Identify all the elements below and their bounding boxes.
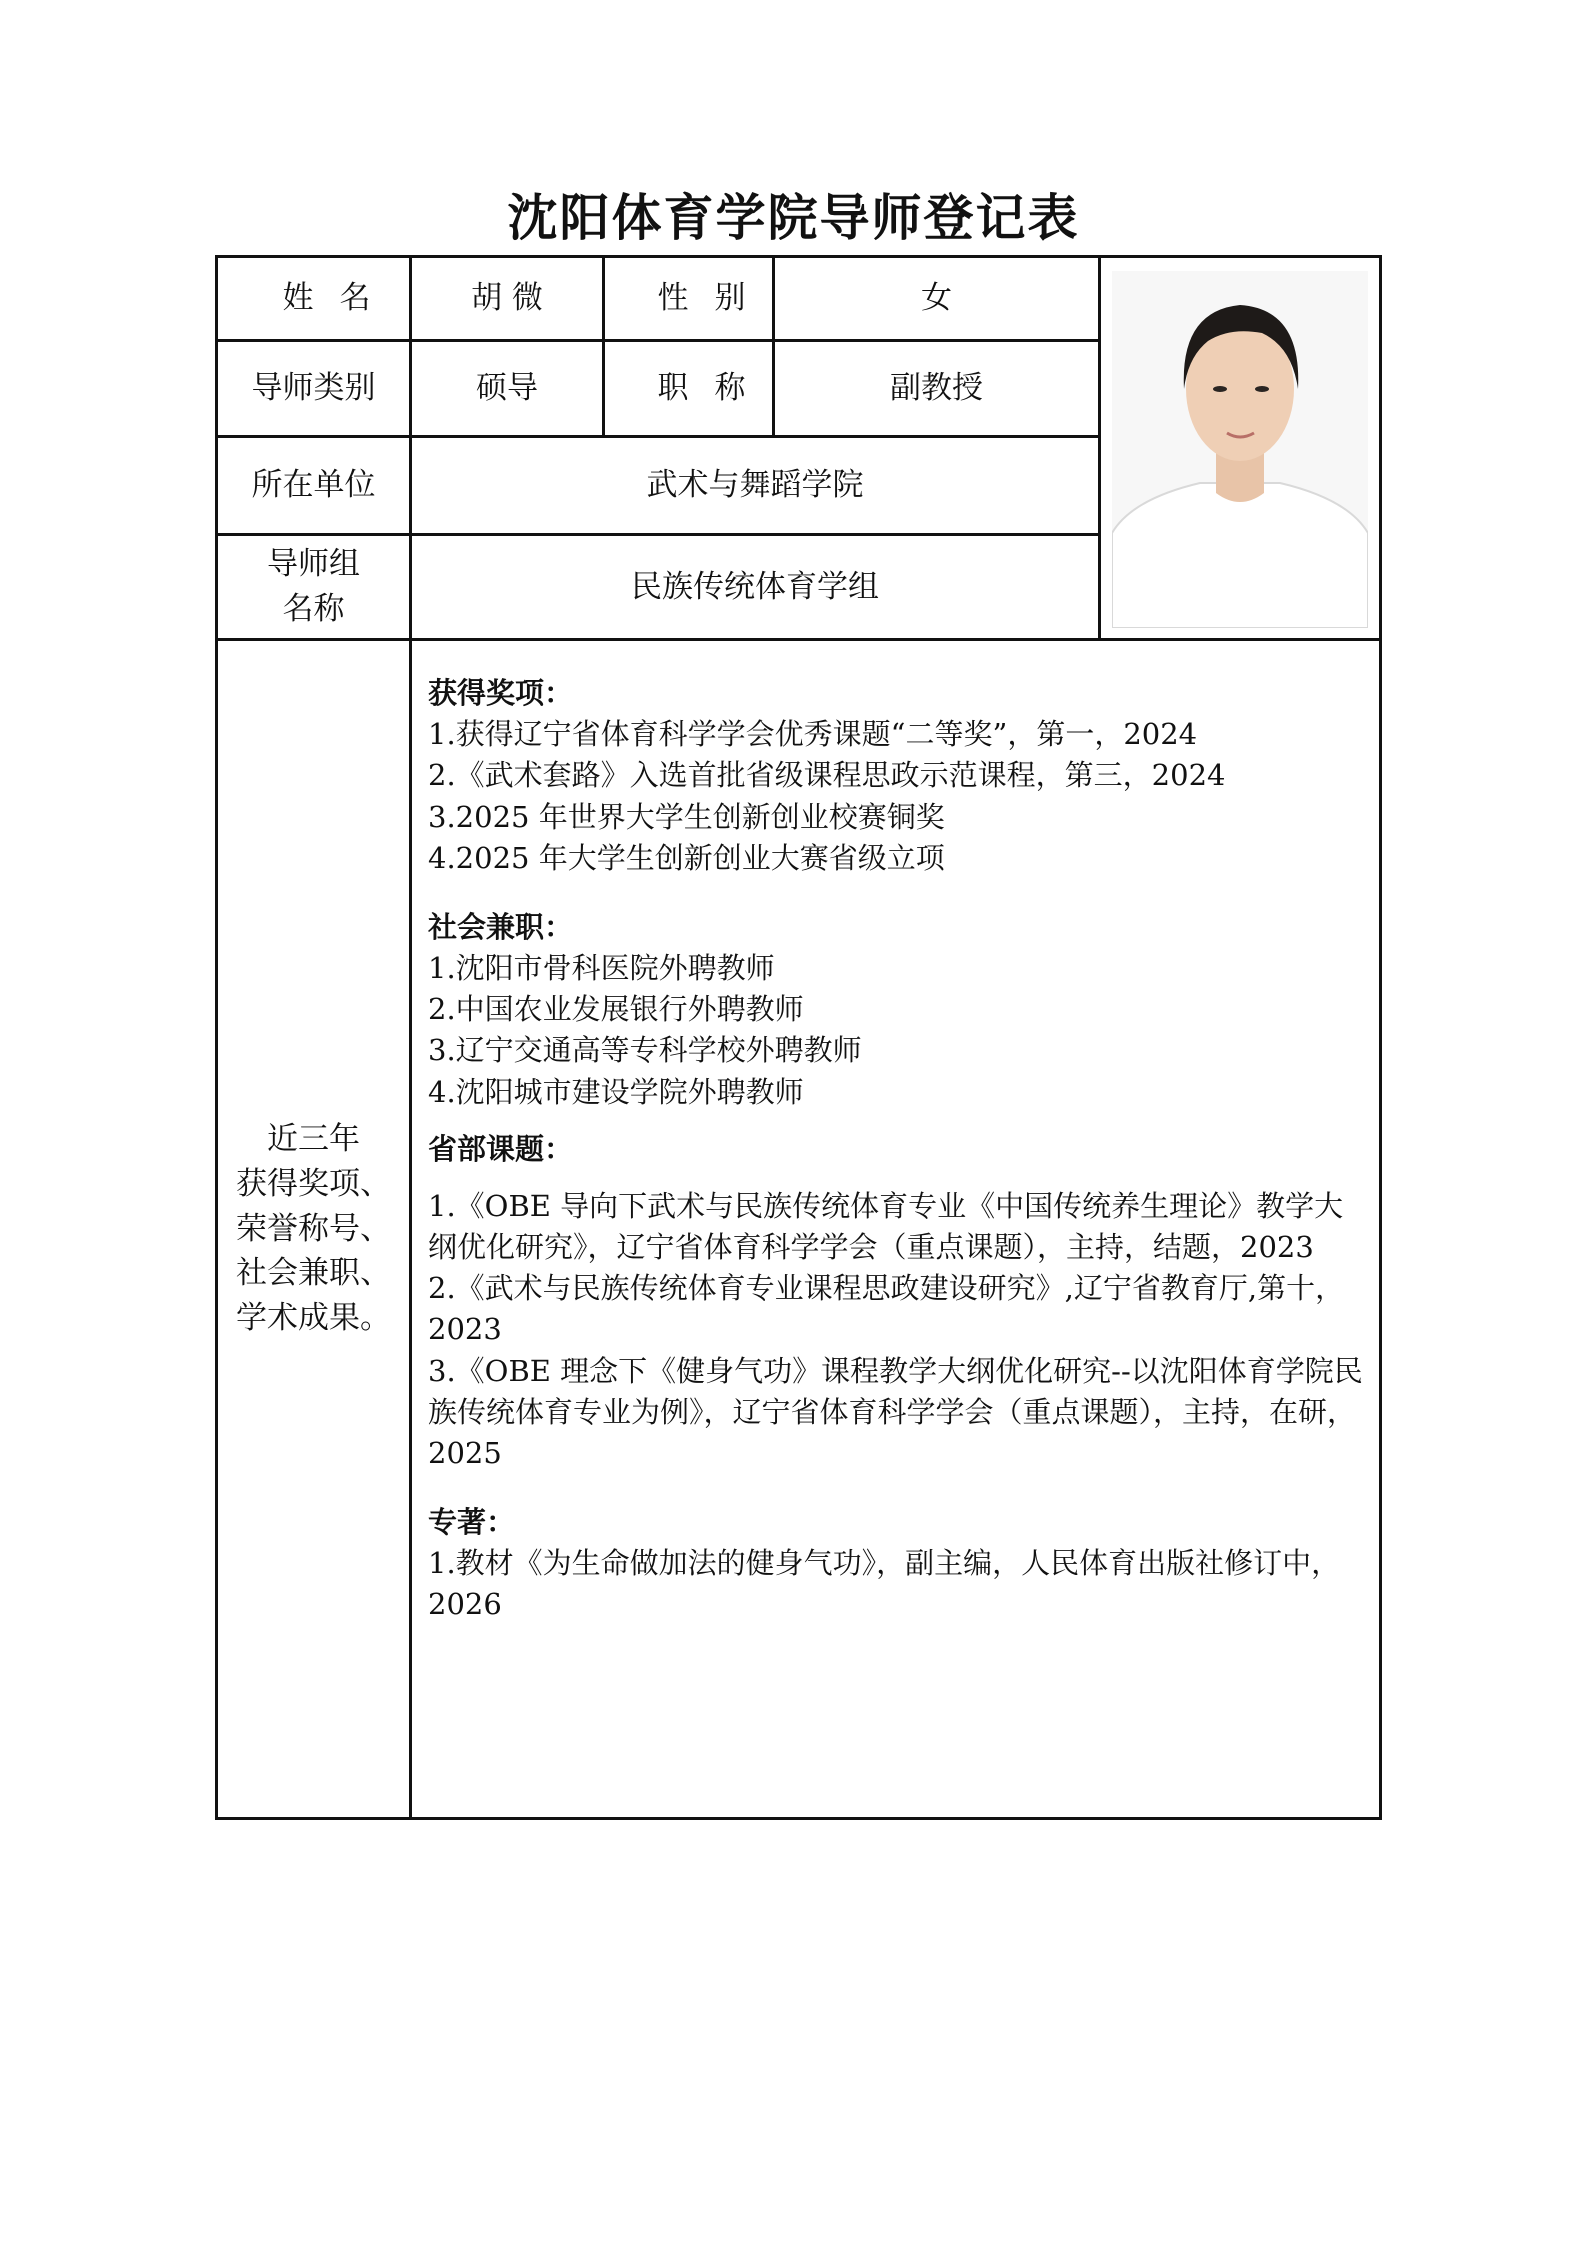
group-label-line-2: 名称 [282,591,345,627]
recent-label-line-3: 荣誉称号、 [236,1210,391,1247]
unit-label: 所在单位 [251,467,376,504]
recent-label-line-2: 获得奖项、 [236,1165,391,1202]
registration-table [215,255,1382,1820]
project-item: 2.《武术与民族传统体育专业课程思政建设研究》,辽宁省教育厅,第十，2023 [428,1271,1345,1347]
awards-heading: 获得奖项： [428,676,574,710]
recent-label-line-5: 学术成果。 [236,1300,391,1337]
mentor-type-label: 导师类别 [251,370,376,407]
name-value: 胡 微 [471,280,543,317]
group-label [218,536,409,638]
name-label: 姓名 [282,280,397,317]
academic-title-label: 职称 [657,370,772,407]
social-position-item: 1.沈阳市骨科医院外聘教师 [428,951,775,986]
recent-achievements-label [218,641,409,1817]
gender-value: 女 [921,280,952,317]
achievements-content [428,673,1366,1626]
recent-label-line-4: 社会兼职、 [236,1255,391,1292]
group-label-line-1: 导师组 [267,546,360,583]
social-position-item: 4.沈阳城市建设学院外聘教师 [428,1074,804,1109]
award-item: 3.2025 年世界大学生创新创业校赛铜奖 [428,799,945,834]
monographs-heading: 专著： [428,1505,516,1540]
academic-title-value: 副教授 [890,370,983,407]
social-position-item: 3.辽宁交通高等专科学校外聘教师 [428,1033,862,1068]
portrait-photo [1112,271,1368,628]
table-border-right [1379,255,1382,1820]
unit-value: 武术与舞蹈学院 [646,467,864,504]
recent-label-line-1: 近三年 [267,1120,360,1157]
gender-label: 性别 [657,280,772,317]
award-item: 2.《武术套路》入选首批省级课程思政示范课程，第三，2024 [428,758,1226,793]
award-item: 1.获得辽宁省体育科学学会优秀课题“二等奖”，第一，2024 [428,717,1198,752]
project-item: 1.《OBE 导向下武术与民族传统体育专业《中国传统养生理论》教学大纲优化研究》，辽宁省体育科学学会（重点课题），主持，结题，2023 [428,1188,1344,1265]
social-positions-heading: 社会兼职： [428,909,574,944]
page-title: 沈阳体育学院导师登记表 [507,188,1080,247]
column-divider-4 [1098,255,1101,638]
project-item: 3.《OBE 理念下《健身气功》课程教学大纲优化研究--以沈阳体育学院民族传统体育专业为例》，辽宁省体育科学学会（重点课题），主持，在研，2025 [428,1353,1363,1470]
monograph-item: 1.教材《为生命做加法的健身气功》，副主编，人民体育出版社修订中，2026 [428,1546,1341,1622]
projects-heading: 省部课题： [428,1131,574,1166]
portrait-illustration [1112,271,1368,628]
mentor-type-value: 硕导 [476,370,538,407]
group-value: 民族传统体育学组 [631,568,879,605]
award-item: 4.2025 年大学生创新创业大赛省级立项 [428,840,945,875]
table-border-bottom [215,1817,1382,1820]
social-position-item: 2.中国农业发展银行外聘教师 [428,992,804,1027]
